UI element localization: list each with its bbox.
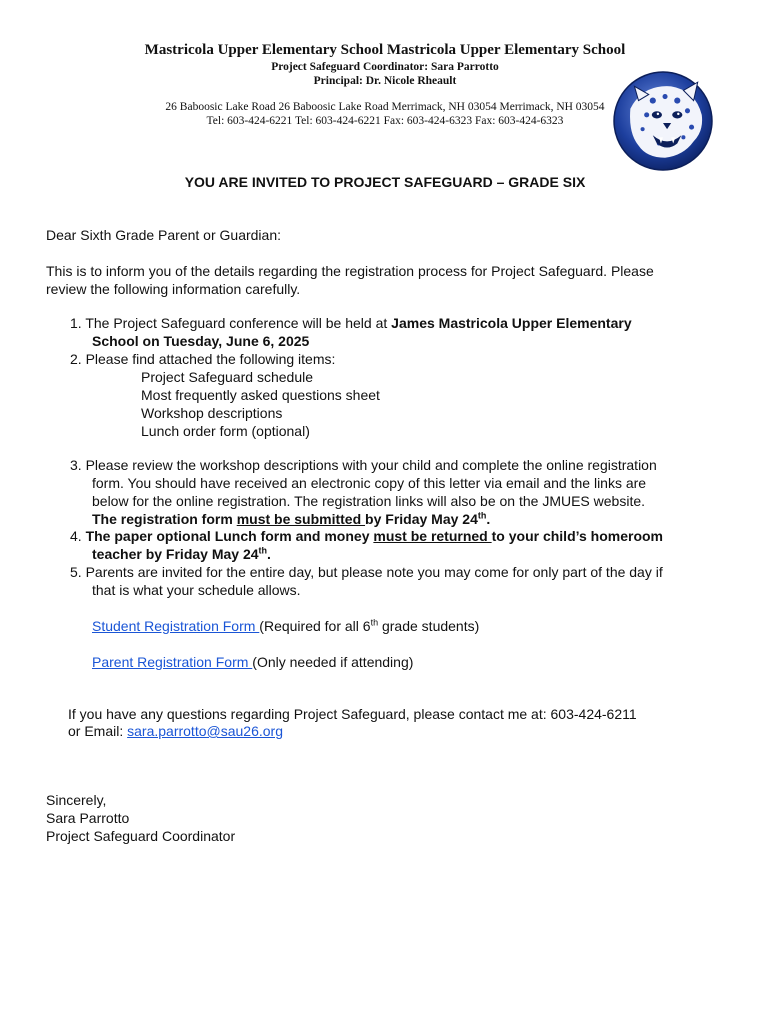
item-1-date: School on Tuesday, June 6, 2025 (92, 333, 310, 349)
address-line: 26 Baboosic Lake Road 26 Baboosic Lake Road Merrimack, NH 03054 Merrimack, NH 03054 (165, 101, 605, 113)
item-1-venue: James Mastricola Upper Elementary (391, 315, 632, 331)
coordinator-line: Project Safeguard Coordinator: Sara Parrotto (271, 61, 499, 73)
page-title: YOU ARE INVITED TO PROJECT SAFEGUARD – GRADE SIX (184, 174, 586, 190)
item-4-bold-b: to your child’s homeroom (491, 528, 664, 544)
registration-deadline (92, 510, 490, 528)
item-4-bold-underlined: must be returned (373, 528, 492, 544)
item-4-line-1 (70, 527, 663, 545)
parent-registration-row (92, 653, 413, 671)
contact-line-1: If you have any questions regarding Project Safeguard, please contact me at: 603-424-6211 (68, 706, 637, 722)
intro-line-2: review the following information carefully. (46, 281, 301, 297)
deadline-text-c: by Friday May 24 (365, 511, 478, 527)
phone-line: Tel: 603-424-6221 Tel: 603-424-6221 Fax: 603-424-6323 Fax: 603-424-6323 (206, 115, 564, 127)
student-note-b: grade students) (378, 618, 480, 634)
student-registration-row (92, 617, 479, 635)
deadline-text-a: The registration form (92, 511, 237, 527)
deadline-end: . (486, 511, 491, 527)
item-1-prefix: 1. The Project Safeguard conference will be held at (70, 315, 392, 331)
closing-role: Project Safeguard Coordinator (46, 828, 236, 844)
item-4-line-2 (92, 545, 271, 563)
principal-line: Principal: Dr. Nicole Rheault (313, 75, 457, 87)
item-5-line-1: 5. Parents are invited for the entire day, but please note you may come for only part of the day if (70, 564, 663, 580)
cougar-mascot-logo (612, 70, 714, 172)
item-3-line-3: below for the online registration. The registration links will also be on the JMUES website. (92, 493, 646, 509)
intro-line-1: This is to inform you of the details regarding the registration process for Project Safeguard. Please (46, 263, 654, 279)
deadline-sup: th (477, 510, 487, 521)
parent-registration-link[interactable]: Parent Registration Form (92, 654, 253, 670)
contact-email-prefix: or Email: (68, 723, 128, 739)
item-3-line-1: 3. Please review the workshop descriptions with your child and complete the online registration (70, 457, 657, 473)
item-4-prefix: 4. (70, 528, 86, 544)
item-4-bold-a: The paper optional Lunch form and money (85, 528, 374, 544)
item-3-line-2: form. You should have received an electronic copy of this letter via email and the links are (92, 475, 647, 491)
contact-line-2 (68, 722, 283, 740)
email-link[interactable]: sara.parrotto@sau26.org (127, 723, 283, 739)
student-registration-link[interactable]: Student Registration Form (92, 618, 260, 634)
parent-note: (Only needed if attending) (252, 654, 414, 670)
item-5-line-2: that is what your schedule allows. (92, 582, 301, 598)
item-4-sup: th (258, 545, 268, 556)
closing-name: Sara Parrotto (46, 810, 130, 826)
student-note-a: (Required for all 6 (259, 618, 371, 634)
item-2-text: 2. Please find attached the following items: (70, 351, 336, 367)
attachment-item: Workshop descriptions (141, 405, 283, 421)
student-note-sup: th (370, 617, 379, 628)
item-1-line-1 (70, 314, 632, 332)
item-4-end: . (267, 546, 271, 562)
deadline-text-underlined: must be submitted (236, 511, 366, 527)
attachment-item: Lunch order form (optional) (141, 423, 310, 439)
salutation: Dear Sixth Grade Parent or Guardian: (46, 227, 282, 243)
closing-sincerely: Sincerely, (46, 792, 107, 808)
school-name: Mastricola Upper Elementary School Mastricola Upper Elementary School (144, 42, 626, 58)
attachment-item: Most frequently asked questions sheet (141, 387, 380, 403)
attachment-item: Project Safeguard schedule (141, 369, 313, 385)
item-4-line-2-text: teacher by Friday May 24 (92, 546, 259, 562)
